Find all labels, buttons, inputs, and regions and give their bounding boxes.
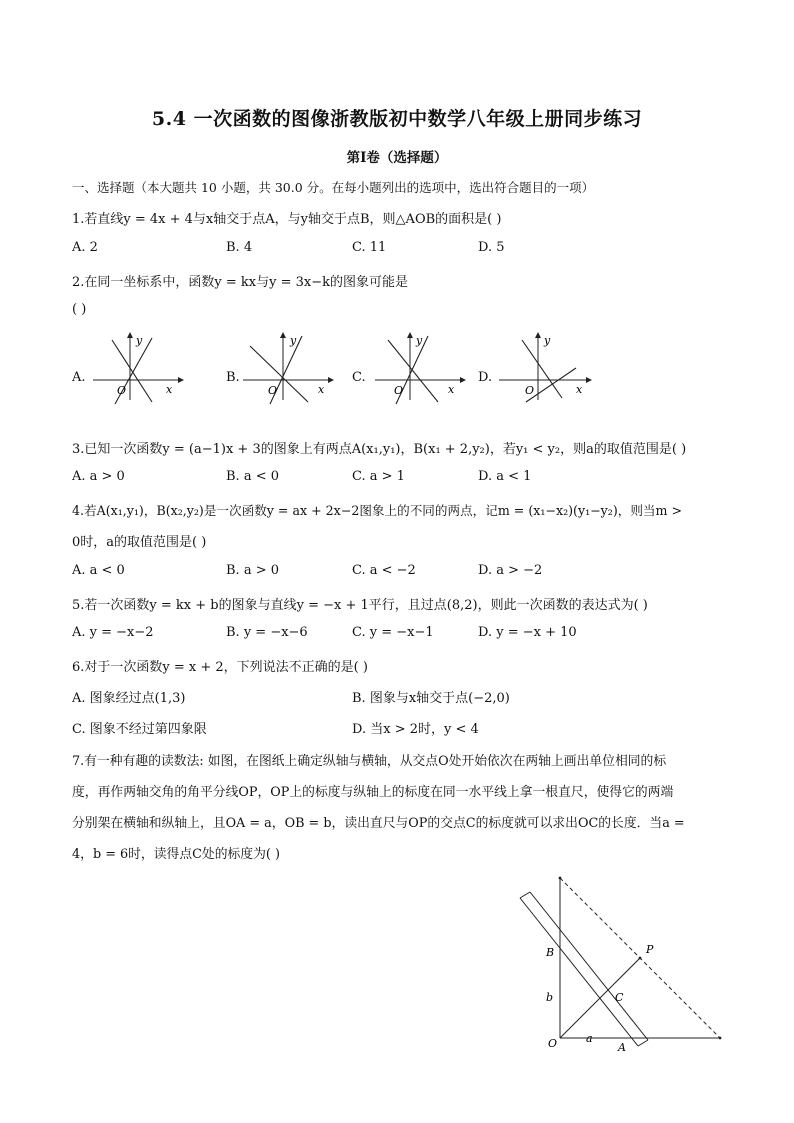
- q7-ruler-diagram: [510, 870, 730, 1060]
- q5-option-a: A. y = −x−2: [72, 625, 154, 640]
- q2d-y-label: y: [544, 334, 551, 347]
- question-7-line1: 7.有一种有趣的读数法: 如图，在图纸上确定纵轴与横轴，从交点O处开始依次在两轴上画出单位相同的标: [72, 754, 667, 769]
- q6-option-a: A. 图象经过点(1,3): [72, 691, 186, 706]
- q2a-x-label: x: [166, 383, 173, 396]
- q3-option-d: D. a < 1: [478, 469, 532, 484]
- q7-label-b-point: B: [546, 946, 555, 959]
- question-2-paren: ( ): [72, 302, 87, 317]
- q6-option-d: D. 当x > 2时，y < 4: [352, 722, 479, 737]
- q7-label-c: C: [615, 991, 624, 1004]
- q1-option-c: C. 11: [352, 240, 387, 255]
- q4-option-a: A. a < 0: [72, 563, 125, 578]
- q2b-origin-label: O: [268, 384, 278, 397]
- question-5-stem: 5.若一次函数y = kx + b的图象与直线y = −x + 1平行，且过点(8,2)，则此一次函数的表达式为( ): [72, 598, 648, 613]
- section-subtitle: 第I卷（选择题）: [346, 150, 448, 166]
- question-7-line3: 分别架在横轴和纵轴上，且OA = a，OB = b，读出直尺与OP的交点C的标度就可以求出OC的长度．当a =: [72, 816, 685, 831]
- q3-option-c: C. a > 1: [352, 469, 405, 484]
- q4-option-b: B. a > 0: [226, 563, 279, 578]
- q2-option-b-label: B.: [226, 370, 240, 385]
- q2c-y-label: y: [416, 334, 423, 347]
- q6-option-c: C. 图象不经过第四象限: [72, 722, 207, 737]
- question-4-stem-line1: 4.若A(x₁,y₁)，B(x₂,y₂)是一次函数y = ax + 2x−2图象上的不同的两点，记m = (x₁−x₂)(y₁−y₂)，则当m >: [72, 503, 683, 518]
- q3-option-b: B. a < 0: [226, 469, 279, 484]
- q2a-origin-label: O: [117, 384, 127, 397]
- q2-graph-c: [372, 330, 467, 405]
- question-2-stem: 2.在同一坐标系中，函数y = kx与y = 3x−k的图象可能是: [72, 275, 408, 290]
- q4-option-d: D. a > −2: [478, 563, 543, 578]
- q7-label-o: O: [548, 1037, 558, 1050]
- q7-label-p: P: [646, 943, 654, 956]
- q2-graph-d: [496, 330, 596, 405]
- question-3-stem: 3.已知一次函数y = (a−1)x + 3的图象上有两点A(x₁,y₁)，B(x₁ + 2,y₂)，若y₁ < y₂，则a的取值范围是( ): [72, 442, 687, 457]
- q7-label-a-length: a: [586, 1032, 593, 1045]
- q5-option-d: D. y = −x + 10: [478, 625, 577, 640]
- q2b-x-label: x: [318, 383, 325, 396]
- q1-option-b: B. 4: [226, 240, 253, 255]
- q2-option-c-label: C.: [352, 370, 366, 385]
- q2-graph-b: [240, 330, 335, 405]
- q2-option-a-label: A.: [72, 370, 86, 385]
- q1-option-d: D. 5: [478, 240, 505, 255]
- section-header: 一、选择题（本大题共 10 小题，共 30.0 分。在每小题列出的选项中，选出符合题目的一项）: [72, 180, 595, 195]
- question-1-stem: 1.若直线y = 4x + 4与x轴交于点A，与y轴交于点B，则△AOB的面积是( ): [72, 212, 502, 227]
- q7-label-a-point: A: [618, 1041, 626, 1054]
- q3-option-a: A. a > 0: [72, 469, 125, 484]
- q6-option-b: B. 图象与x轴交于点(−2,0): [352, 691, 510, 706]
- q7-label-b-length: b: [546, 991, 554, 1004]
- q4-option-c: C. a < −2: [352, 563, 416, 578]
- q2b-y-label: y: [290, 334, 297, 347]
- page-title: 5.4 一次函数的图像浙教版初中数学八年级上册同步练习: [151, 108, 643, 130]
- q2-option-d-label: D.: [478, 370, 493, 385]
- q2c-x-label: x: [448, 383, 455, 396]
- q2d-x-label: x: [576, 383, 583, 396]
- q2c-origin-label: O: [394, 384, 404, 397]
- question-7-line2: 度，再作两轴交角的角平分线OP，OP上的标度与纵轴上的标度在同一水平线上拿一根直尺，使得它的两端: [72, 785, 674, 800]
- q2a-y-label: y: [136, 334, 143, 347]
- q2-graph-a: [90, 330, 185, 405]
- question-6-stem: 6.对于一次函数y = x + 2，下列说法不正确的是( ): [72, 660, 368, 675]
- q5-option-b: B. y = −x−6: [226, 625, 308, 640]
- question-7-line4: 4，b = 6时，读得点C处的标度为( ): [72, 847, 280, 862]
- q1-option-a: A. 2: [72, 240, 98, 255]
- question-4-stem-line2: 0时，a的取值范围是( ): [72, 535, 207, 550]
- q2d-origin-label: O: [525, 384, 535, 397]
- q5-option-c: C. y = −x−1: [352, 625, 434, 640]
